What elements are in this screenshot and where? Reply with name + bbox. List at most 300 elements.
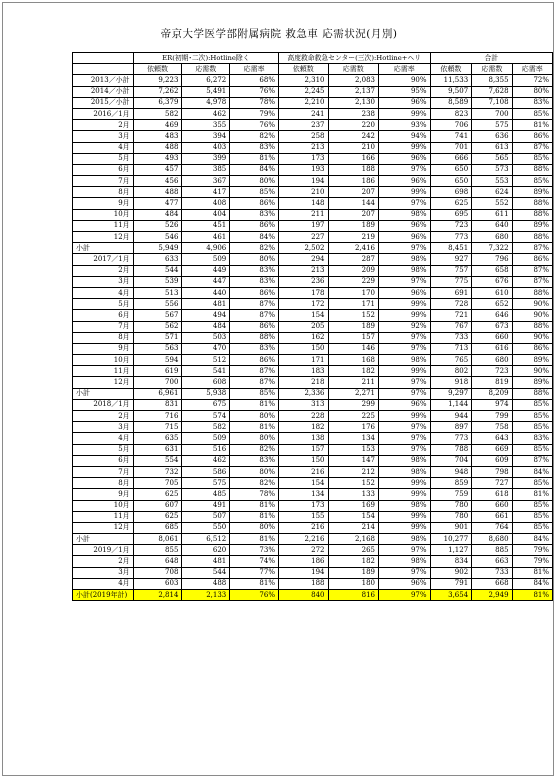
value-cell: 81% <box>230 511 279 522</box>
value-cell: 178 <box>278 287 328 298</box>
value-cell: 796 <box>472 254 512 265</box>
group-header-er: ER(初期･二次):Hotline除く <box>133 53 278 64</box>
value-cell: 816 <box>328 590 379 601</box>
value-cell: 691 <box>430 287 472 298</box>
row-label: 9月 <box>73 343 134 354</box>
value-cell: 727 <box>472 478 512 489</box>
value-cell: 775 <box>430 276 472 287</box>
value-cell: 287 <box>328 254 379 265</box>
value-cell: 469 <box>133 120 182 131</box>
value-cell: 4,978 <box>182 97 230 108</box>
value-cell: 553 <box>472 176 512 187</box>
value-cell: 80% <box>230 254 279 265</box>
value-cell: 456 <box>133 176 182 187</box>
value-cell: 79% <box>512 545 552 556</box>
value-cell: 385 <box>182 164 230 175</box>
value-cell: 773 <box>430 433 472 444</box>
value-cell: 210 <box>278 187 328 198</box>
table-row <box>73 243 553 254</box>
value-cell: 209 <box>328 265 379 276</box>
sub-header-row <box>73 64 553 75</box>
value-cell: 76% <box>230 120 279 131</box>
value-cell: 76% <box>230 590 279 601</box>
value-cell: 620 <box>182 545 230 556</box>
value-cell: 1,144 <box>430 399 472 410</box>
row-label: 2017／1月 <box>73 254 134 265</box>
value-cell: 732 <box>133 466 182 477</box>
value-cell: 88% <box>512 287 552 298</box>
sub-header: 依頼数 <box>430 64 472 75</box>
value-cell: 152 <box>328 310 379 321</box>
value-cell: 99% <box>379 489 431 500</box>
value-cell: 417 <box>182 187 230 198</box>
value-cell: 483 <box>133 131 182 142</box>
value-cell: 85% <box>512 176 552 187</box>
row-label: 11月 <box>73 366 134 377</box>
value-cell: 485 <box>182 489 230 500</box>
value-cell: 98% <box>379 265 431 276</box>
value-cell: 207 <box>328 209 379 220</box>
value-cell: 484 <box>182 321 230 332</box>
value-cell: 154 <box>278 478 328 489</box>
value-cell: 225 <box>328 411 379 422</box>
value-cell: 494 <box>182 310 230 321</box>
row-label: 12月 <box>73 377 134 388</box>
table-row <box>73 131 553 142</box>
value-cell: 7,322 <box>472 243 512 254</box>
value-cell: 481 <box>182 299 230 310</box>
table-row <box>73 433 553 444</box>
value-cell: 85% <box>230 388 279 399</box>
value-cell: 663 <box>472 556 512 567</box>
value-cell: 153 <box>328 444 379 455</box>
value-cell: 685 <box>133 522 182 533</box>
value-cell: 404 <box>182 209 230 220</box>
value-cell: 897 <box>430 422 472 433</box>
table-row <box>73 366 553 377</box>
row-label: 5月 <box>73 444 134 455</box>
value-cell: 823 <box>430 108 472 119</box>
sub-header: 応需数 <box>182 64 230 75</box>
value-cell: 673 <box>472 321 512 332</box>
value-cell: 85% <box>512 153 552 164</box>
row-label: 10月 <box>73 500 134 511</box>
value-cell: 625 <box>133 489 182 500</box>
value-cell: 944 <box>430 411 472 422</box>
value-cell: 99% <box>379 310 431 321</box>
value-cell: 633 <box>133 254 182 265</box>
value-cell: 98% <box>379 455 431 466</box>
value-cell: 676 <box>472 276 512 287</box>
table-row <box>73 556 553 567</box>
value-cell: 2,083 <box>328 75 379 86</box>
value-cell: 394 <box>182 131 230 142</box>
value-cell: 650 <box>430 176 472 187</box>
value-cell: 85% <box>512 108 552 119</box>
value-cell: 97% <box>379 198 431 209</box>
value-cell: 85% <box>512 511 552 522</box>
row-label: 12月 <box>73 522 134 533</box>
value-cell: 481 <box>182 556 230 567</box>
value-cell: 197 <box>278 220 328 231</box>
value-cell: 86% <box>512 131 552 142</box>
value-cell: 757 <box>430 265 472 276</box>
value-cell: 594 <box>133 355 182 366</box>
value-cell: 9,223 <box>133 75 182 86</box>
row-label: 2016／1月 <box>73 108 134 119</box>
value-cell: 715 <box>133 422 182 433</box>
row-label: 小計 <box>73 388 134 399</box>
table-row <box>73 489 553 500</box>
value-cell: 11,533 <box>430 75 472 86</box>
value-cell: 99% <box>379 366 431 377</box>
table-row <box>73 567 553 578</box>
value-cell: 575 <box>472 120 512 131</box>
value-cell: 182 <box>328 556 379 567</box>
value-cell: 767 <box>430 321 472 332</box>
value-cell: 89% <box>512 187 552 198</box>
value-cell: 97% <box>379 590 431 601</box>
value-cell: 97% <box>379 433 431 444</box>
value-cell: 85% <box>512 399 552 410</box>
value-cell: 660 <box>472 332 512 343</box>
value-cell: 73% <box>230 545 279 556</box>
table-row <box>73 343 553 354</box>
value-cell: 609 <box>472 455 512 466</box>
value-cell: 211 <box>328 377 379 388</box>
row-label: 4月 <box>73 433 134 444</box>
value-cell: 488 <box>133 142 182 153</box>
value-cell: 582 <box>133 108 182 119</box>
value-cell: 2,210 <box>278 97 328 108</box>
value-cell: 680 <box>472 355 512 366</box>
value-cell: 162 <box>278 332 328 343</box>
value-cell: 182 <box>328 366 379 377</box>
sub-header: 応需率 <box>230 64 279 75</box>
value-cell: 83% <box>230 455 279 466</box>
value-cell: 701 <box>430 142 472 153</box>
value-cell: 8,061 <box>133 534 182 545</box>
value-cell: 516 <box>182 444 230 455</box>
value-cell: 571 <box>133 332 182 343</box>
value-cell: 544 <box>133 265 182 276</box>
value-cell: 171 <box>278 355 328 366</box>
table-row <box>73 578 553 589</box>
value-cell: 7,628 <box>472 86 512 97</box>
row-label: 3月 <box>73 422 134 433</box>
value-cell: 98% <box>379 466 431 477</box>
total-row <box>73 590 553 601</box>
value-cell: 85% <box>512 522 552 533</box>
value-cell: 7,262 <box>133 86 182 97</box>
table-row <box>73 411 553 422</box>
value-cell: 134 <box>328 433 379 444</box>
row-label: 10月 <box>73 355 134 366</box>
value-cell: 210 <box>328 142 379 153</box>
value-cell: 168 <box>328 355 379 366</box>
value-cell: 646 <box>472 310 512 321</box>
value-cell: 2,416 <box>328 243 379 254</box>
row-label: 小計 <box>73 534 134 545</box>
value-cell: 85% <box>512 422 552 433</box>
value-cell: 84% <box>512 578 552 589</box>
value-cell: 723 <box>430 220 472 231</box>
value-cell: 618 <box>472 489 512 500</box>
value-cell: 741 <box>430 131 472 142</box>
value-cell: 831 <box>133 399 182 410</box>
value-cell: 728 <box>430 299 472 310</box>
value-cell: 79% <box>230 108 279 119</box>
row-label: 12月 <box>73 232 134 243</box>
sub-header: 応需数 <box>328 64 379 75</box>
value-cell: 819 <box>472 377 512 388</box>
value-cell: 98% <box>379 209 431 220</box>
value-cell: 189 <box>328 321 379 332</box>
value-cell: 85% <box>512 411 552 422</box>
row-label: 2014／小計 <box>73 86 134 97</box>
table-row <box>73 187 553 198</box>
value-cell: 6,272 <box>182 75 230 86</box>
value-cell: 97% <box>379 567 431 578</box>
table-row <box>73 399 553 410</box>
value-cell: 526 <box>133 220 182 231</box>
value-cell: 636 <box>472 131 512 142</box>
value-cell: 154 <box>328 511 379 522</box>
table-row <box>73 153 553 164</box>
value-cell: 84% <box>512 534 552 545</box>
value-cell: 2,245 <box>278 86 328 97</box>
value-cell: 608 <box>182 377 230 388</box>
value-cell: 313 <box>278 399 328 410</box>
table-row <box>73 86 553 97</box>
value-cell: 509 <box>182 254 230 265</box>
value-cell: 134 <box>278 489 328 500</box>
value-cell: 155 <box>278 511 328 522</box>
table-row <box>73 142 553 153</box>
value-cell: 2,137 <box>328 86 379 97</box>
value-cell: 512 <box>182 355 230 366</box>
value-cell: 85% <box>512 478 552 489</box>
value-cell: 619 <box>133 366 182 377</box>
row-label: 4月 <box>73 142 134 153</box>
sub-header: 応需数 <box>472 64 512 75</box>
value-cell: 81% <box>512 120 552 131</box>
table-row <box>73 478 553 489</box>
table-body <box>73 75 553 601</box>
value-cell: 81% <box>512 489 552 500</box>
value-cell: 97% <box>379 422 431 433</box>
table-row <box>73 198 553 209</box>
value-cell: 96% <box>379 220 431 231</box>
value-cell: 575 <box>182 478 230 489</box>
value-cell: 85% <box>230 187 279 198</box>
value-cell: 9,297 <box>430 388 472 399</box>
row-label: 4月 <box>73 578 134 589</box>
value-cell: 84% <box>230 164 279 175</box>
value-cell: 80% <box>512 86 552 97</box>
value-cell: 81% <box>230 500 279 511</box>
value-cell: 355 <box>182 120 230 131</box>
value-cell: 8,355 <box>472 75 512 86</box>
value-cell: 90% <box>512 310 552 321</box>
value-cell: 765 <box>430 355 472 366</box>
ambulance-response-table <box>72 52 553 601</box>
row-label: 5月 <box>73 153 134 164</box>
value-cell: 68% <box>230 75 279 86</box>
row-label: 2月 <box>73 120 134 131</box>
value-cell: 449 <box>182 265 230 276</box>
value-cell: 493 <box>133 153 182 164</box>
value-cell: 716 <box>133 411 182 422</box>
value-cell: 799 <box>472 411 512 422</box>
value-cell: 86% <box>512 254 552 265</box>
group-header-row <box>73 53 553 64</box>
value-cell: 680 <box>472 232 512 243</box>
value-cell: 539 <box>133 276 182 287</box>
table-row <box>73 500 553 511</box>
value-cell: 586 <box>182 466 230 477</box>
value-cell: 2,168 <box>328 534 379 545</box>
row-label: 7月 <box>73 176 134 187</box>
table-row <box>73 75 553 86</box>
value-cell: 212 <box>328 466 379 477</box>
value-cell: 218 <box>278 377 328 388</box>
value-cell: 2,271 <box>328 388 379 399</box>
value-cell: 80% <box>230 411 279 422</box>
value-cell: 236 <box>278 276 328 287</box>
table-row <box>73 97 553 108</box>
row-label: 7月 <box>73 321 134 332</box>
value-cell: 272 <box>278 545 328 556</box>
value-cell: 367 <box>182 176 230 187</box>
value-cell: 173 <box>278 153 328 164</box>
value-cell: 708 <box>133 567 182 578</box>
value-cell: 80% <box>230 176 279 187</box>
row-label: 10月 <box>73 209 134 220</box>
value-cell: 76% <box>230 86 279 97</box>
value-cell: 2,336 <box>278 388 328 399</box>
value-cell: 88% <box>512 209 552 220</box>
value-cell: 902 <box>430 567 472 578</box>
value-cell: 83% <box>230 265 279 276</box>
value-cell: 661 <box>472 511 512 522</box>
row-label: 11月 <box>73 220 134 231</box>
value-cell: 98% <box>379 556 431 567</box>
row-label: 小計 <box>73 243 134 254</box>
value-cell: 885 <box>472 545 512 556</box>
value-cell: 188 <box>278 578 328 589</box>
value-cell: 157 <box>278 444 328 455</box>
value-cell: 97% <box>379 388 431 399</box>
value-cell: 216 <box>278 522 328 533</box>
value-cell: 574 <box>182 411 230 422</box>
value-cell: 97% <box>379 343 431 354</box>
value-cell: 552 <box>472 198 512 209</box>
value-cell: 758 <box>472 422 512 433</box>
value-cell: 97% <box>379 276 431 287</box>
table-row <box>73 265 553 276</box>
value-cell: 182 <box>278 422 328 433</box>
value-cell: 2,130 <box>328 97 379 108</box>
value-cell: 138 <box>278 433 328 444</box>
value-cell: 698 <box>430 187 472 198</box>
value-cell: 554 <box>133 455 182 466</box>
value-cell: 607 <box>133 500 182 511</box>
row-label: 小計(2019年計) <box>73 590 134 601</box>
value-cell: 93% <box>379 120 431 131</box>
value-cell: 173 <box>278 500 328 511</box>
value-cell: 77% <box>230 567 279 578</box>
value-cell: 97% <box>379 444 431 455</box>
value-cell: 90% <box>512 366 552 377</box>
table-row <box>73 120 553 131</box>
value-cell: 625 <box>430 198 472 209</box>
value-cell: 901 <box>430 522 472 533</box>
row-label: 2019／1月 <box>73 545 134 556</box>
value-cell: 503 <box>182 332 230 343</box>
value-cell: 94% <box>379 131 431 142</box>
table-row <box>73 455 553 466</box>
value-cell: 974 <box>472 399 512 410</box>
value-cell: 8,209 <box>472 388 512 399</box>
value-cell: 1,127 <box>430 545 472 556</box>
group-header-critical-care: 高度救命救急センター(三次):Hotline+ヘリ <box>278 53 430 64</box>
group-header-total: 合計 <box>430 53 552 64</box>
value-cell: 764 <box>472 522 512 533</box>
value-cell: 81% <box>230 578 279 589</box>
value-cell: 81% <box>230 534 279 545</box>
value-cell: 8,680 <box>472 534 512 545</box>
value-cell: 96% <box>379 399 431 410</box>
value-cell: 723 <box>472 366 512 377</box>
value-cell: 96% <box>379 97 431 108</box>
value-cell: 668 <box>472 578 512 589</box>
value-cell: 8,589 <box>430 97 472 108</box>
value-cell: 759 <box>430 489 472 500</box>
value-cell: 92% <box>379 321 431 332</box>
value-cell: 2,310 <box>278 75 328 86</box>
value-cell: 154 <box>278 310 328 321</box>
value-cell: 83% <box>512 97 552 108</box>
value-cell: 193 <box>278 164 328 175</box>
value-cell: 194 <box>278 176 328 187</box>
value-cell: 82% <box>230 478 279 489</box>
value-cell: 82% <box>230 131 279 142</box>
value-cell: 669 <box>472 444 512 455</box>
value-cell: 99% <box>379 522 431 533</box>
row-label: 2月 <box>73 556 134 567</box>
value-cell: 96% <box>379 287 431 298</box>
value-cell: 90% <box>379 75 431 86</box>
value-cell: 87% <box>230 377 279 388</box>
value-cell: 507 <box>182 511 230 522</box>
value-cell: 74% <box>230 556 279 567</box>
value-cell: 96% <box>379 232 431 243</box>
value-cell: 10,277 <box>430 534 472 545</box>
value-cell: 99% <box>379 299 431 310</box>
table-row <box>73 254 553 265</box>
value-cell: 96% <box>379 578 431 589</box>
value-cell: 631 <box>133 444 182 455</box>
value-cell: 624 <box>472 187 512 198</box>
value-cell: 447 <box>182 276 230 287</box>
value-cell: 265 <box>328 545 379 556</box>
document-title: 帝京大学医学部附属病院 救急車 応需状況(月別) <box>160 28 398 40</box>
row-label: 8月 <box>73 332 134 343</box>
value-cell: 150 <box>278 455 328 466</box>
value-cell: 700 <box>133 377 182 388</box>
value-cell: 99% <box>379 187 431 198</box>
